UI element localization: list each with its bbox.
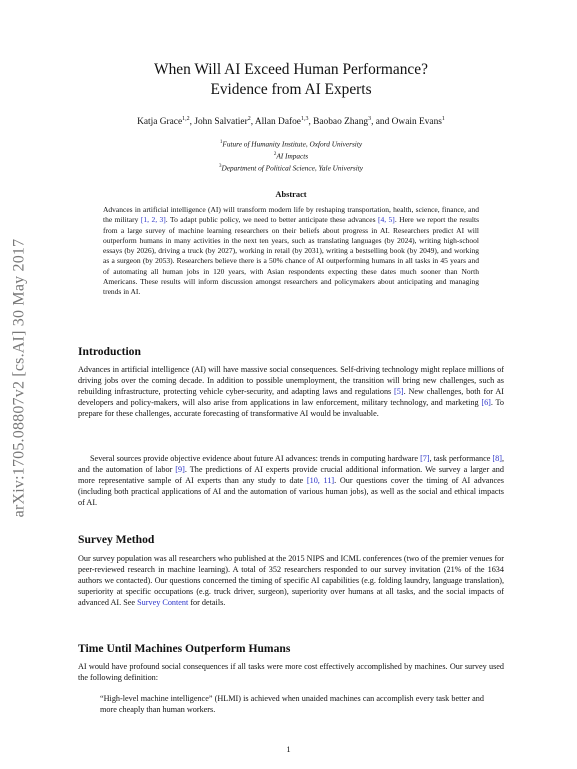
time-paragraph: AI would have profound social consequences if all tasks were more cost effectively accomplished by machines. Our survey used the following definition: [78,662,504,683]
affiliation: $^2$AI Impacts [273,151,309,161]
citation-link[interactable]: [10, 11] [306,476,335,486]
citation-link[interactable]: [4, 5] [377,215,395,225]
citation-link[interactable]: [1, 2, 3] [140,215,166,225]
affiliations [78,138,504,174]
citation-link[interactable]: [5] [394,387,404,397]
hlmi-definition-quote: “High-level machine intelligence” (HLMI) is achieved when unaided machines can accomplish every task better and more cheaply than human workers. [100,694,484,715]
citation-link[interactable]: [7] [420,454,430,463]
arxiv-identifier [9,195,29,560]
author: John Salvatier$^2$, [194,116,255,128]
affiliation: $^1$Future of Humanity Institute, Oxford University [219,139,363,149]
author: Allan Dafoe$^{1,3}$, [254,116,314,128]
survey-content-link[interactable]: Survey Content [137,598,189,608]
abstract-heading: Abstract [275,190,307,199]
citation-link[interactable]: [6] [481,398,491,408]
intro-paragraph-2: Several sources provide objective evidence about future AI advances: trends in computing hardware [7], task performance [8], and the automation of labor [9]. The predictions of AI experts provide crucial additional information. We survey a larger and more representative sample of AI experts than any study to date [10, 11]. Our questions cover the timing of AI advances (including both practical applications of AI and the automation of various human jobs), as well as the social and ethical impacts of AI. [78,454,504,508]
affiliation: $^3$Department of Political Science, Yale University [218,163,364,173]
title-line-1: When Will AI Exceed Human Performance? [154,61,428,78]
title-line-2: Evidence from AI Experts [210,81,372,98]
page-number: 1 [286,744,291,754]
citation-link[interactable]: [9] [175,465,185,475]
section-heading-introduction: Introduction [78,345,141,358]
abstract-body: Advances in artificial intelligence (AI) will transform modern life by reshaping transportation, health, science, finance, and the military [1, 2, 3]. To adapt public policy, we need to better anticipate these advances [4, 5]. Here we report the results from a large survey of machine learning researchers on their beliefs about progress in AI. Researchers predict AI will outperform humans in many activities in the next ten years, such as translating languages (by 2024), writing high-school essays (by 2026), driving a truck (by 2027), working in retail (by 2031), writing a bestselling book (by 2049), and working as a surgeon (by 2053). Researchers believe there is a 50% chance of AI outperforming humans in all tasks in 45 years and of automating all human jobs in 120 years, with Asian respondents expecting these dates much sooner than North Americans. These results will inform discussion amongst researchers and policymakers about anticipating and managing trends in AI. [103,205,480,297]
citation-link[interactable]: [8] [492,454,502,463]
author-list [78,116,504,127]
author: Baobao Zhang$^3$, and [313,116,392,128]
author: Katja Grace$^{1,2}$, [137,116,195,128]
section-heading-time-until: Time Until Machines Outperform Humans [78,642,291,655]
arxiv-identifier-text: arXiv:1705.08807v2 [cs.AI] 30 May 2017 [10,238,28,517]
section-heading-survey-method: Survey Method [78,533,155,546]
survey-paragraph: Our survey population was all researchers who published at the 2015 NIPS and ICML conferences (two of the premier venues for peer-reviewed research in machine learning). A total of 352 researchers responded to our survey invitation (21% of the 1634 authors we contacted). Our questions concerned the timing of specific AI capabilities (e.g. folding laundry, language translation), superiority at specific occupations (e.g. truck driver, surgeon), superiority over humans at all tasks, and the social impacts of advanced AI. See Survey Content for details. [78,554,504,608]
paper-title [78,60,504,100]
author: Owain Evans$^1$ [391,116,445,128]
intro-paragraph-1: Advances in artificial intelligence (AI) will have massive social consequences. Self-driving technology might replace millions of driving jobs over the coming decade. In addition to possible unemployment, the transition will bring new challenges, such as rebuilding infrastructure, protecting vehicle cyber-security, and adapting laws and regulations [5]. New challenges, both for AI developers and policy-makers, will also arise from applications in law enforcement, military technology, and marketing [6]. To prepare for these challenges, accurate forecasting of transformative AI would be invaluable. [78,365,505,419]
